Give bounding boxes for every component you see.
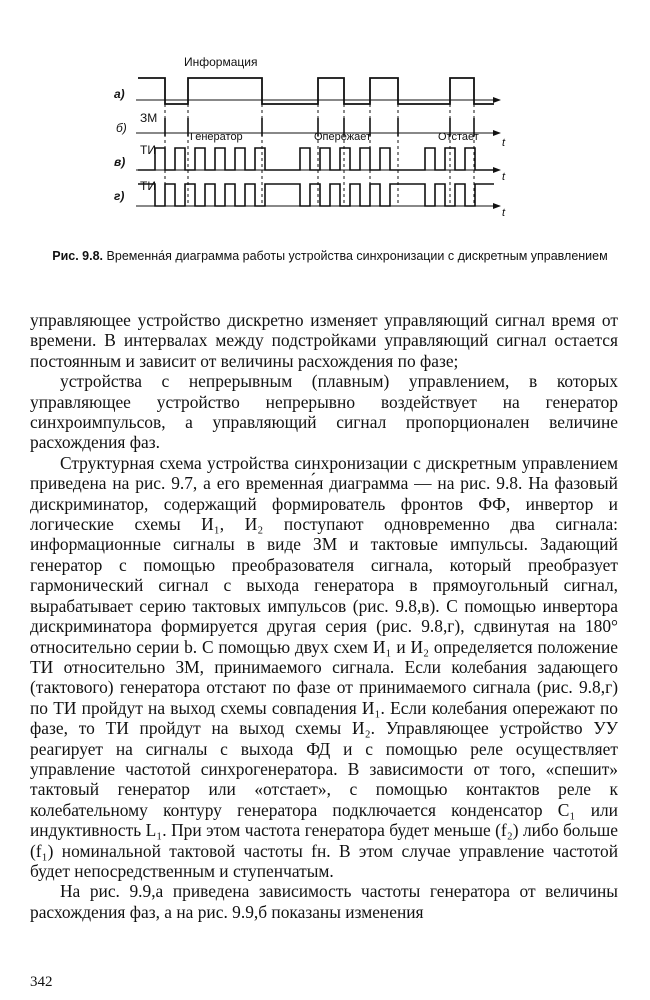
ti-label-v: ТИ: [140, 143, 156, 157]
t-label-b: t: [502, 137, 506, 149]
paragraph-2: устройства с непрерывным (плавным) управлением, в которых управляющее устройство непрерывно воздействует на генератор синхроимпульсов, а управляющий сигнал пропорционален величине расхождения фаз.: [30, 371, 618, 453]
figure-caption-label: Рис. 9.8.: [52, 249, 104, 263]
ti-label-g: ТИ: [140, 179, 156, 193]
lag-label: Отстает: [438, 131, 479, 143]
figure-caption: [40, 248, 620, 265]
timing-diagram: [0, 0, 650, 240]
t-label-v: t: [502, 171, 506, 183]
paragraph-3: Структурная схема устройства синхронизации с дискретным управлением приведена на рис. 9.7, а его временна́я диаграмма — на рис. 9.8. На фазовый дискриминатор, содержащий формирователь фронтов ФФ, инвертор и логические схемы И₁, И₂ поступают одновременно два сигнала: информационные сигналы в виде ЗМ и тактовые импульсы. Задающий генератор с помощью преобразователя сигнала, который преобразует гармонический сигнал с выхода генератора в прямоугольный сигнал, вырабатывает серию тактовых импульсов (рис. 9.8,в). С помощью инвертора дискриминатора формируется другая серия (рис. 9.8,г), сдвинутая на 180° относительно серии b. С помощью двух схем И₁ и И₂ определяется положение ТИ относительно ЗМ, принимаемого сигнала. Если колебания задающего (тактового) генератора отстают по фазе от принимаемого сигнала (рис. 9.8,г) по ТИ пройдут на выход схемы совпадения И₁. Если колебания опережают по фазе, то ТИ пройдут на выход схемы И₂. Управляющее устройство УУ реагирует на сигналы с выхода ФД и с помощью реле осуществляет управление частотой синхрогенератора. В зависимости от того, «спешит» тактовый генератор или «отстает», с помощью контактов реле к колебательному контуру генератора подключается конденсатор C₁ или индуктивность L₁. При этом частота генератора будет меньше (f₂) либо больше (f₁) номинальной тактовой частоты fн. В этом случае управление частотой будет непосредственным и ступенчатым.: [30, 452, 618, 881]
t-label-g: t: [502, 207, 506, 219]
zm-label: ЗМ: [140, 111, 158, 125]
page-number: 342: [30, 974, 53, 990]
body-text: [30, 310, 618, 922]
row-g-label: г): [114, 189, 125, 203]
row-v-label: в): [114, 155, 126, 169]
row-a-label: а): [114, 87, 125, 101]
figure-caption-text: Временна́я диаграмма работы устройства синхронизации с дискретным управлением: [106, 249, 608, 263]
generator-label: Генератор: [190, 131, 243, 143]
information-label: Информация: [184, 55, 258, 69]
row-b-label: б): [116, 121, 127, 135]
lead-label: Опережает: [314, 131, 372, 143]
row-v-signal: [138, 148, 494, 170]
paragraph-4: На рис. 9.9,а приведена зависимость частоты генератора от величины расхождения фаз, а на рис. 9.9,б показаны изменения: [30, 881, 618, 922]
row-g-signal: [138, 184, 494, 206]
paragraph-1: управляющее устройство дискретно изменяет управляющий сигнал время от времени. В интервалах между подстройками управляющий сигнал остается постоянным и зависит от величины расхождения по фазе;: [30, 310, 618, 371]
